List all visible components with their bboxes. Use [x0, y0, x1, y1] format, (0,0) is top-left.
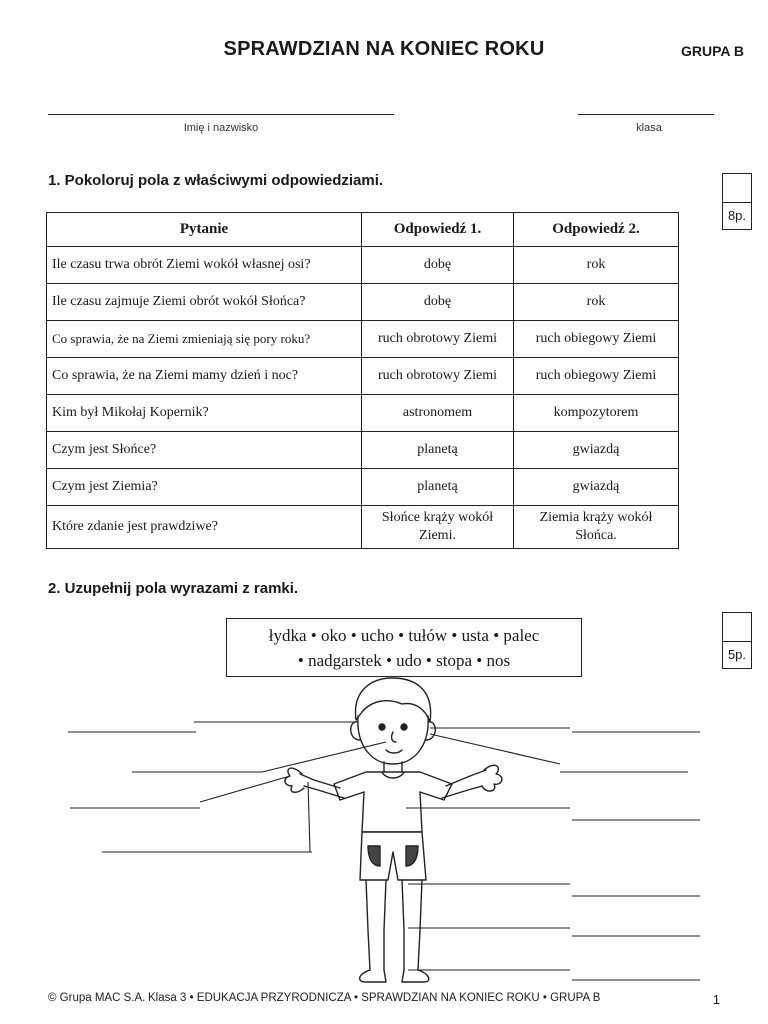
page-title: SPRAWDZIAN NA KONIEC ROKU — [223, 38, 545, 60]
answer-1-cell[interactable]: astronomem — [362, 395, 514, 432]
answer-1-cell[interactable]: dobę — [362, 284, 514, 321]
question-cell: Ile czasu trwa obrót Ziemi wokół własnej osi? — [47, 247, 362, 284]
pointer-line — [262, 742, 386, 772]
question-cell: Co sprawia, że na Ziemi zmieniają się pory roku? — [47, 321, 362, 358]
header-question: Pytanie — [47, 213, 362, 247]
pointer-line — [430, 734, 560, 764]
question-cell: Które zdanie jest prawdziwe? — [47, 506, 362, 549]
footer-copyright: © Grupa MAC S.A. — [48, 992, 146, 1004]
word-bank-line-1: łydka • oko • ucho • tułów • usta • palec — [268, 626, 540, 645]
answer-2-cell[interactable]: ruch obiegowy Ziemi — [514, 358, 679, 395]
task1-points: 8p. — [727, 208, 747, 223]
header-answer-2: Odpowiedź 2. — [514, 213, 679, 247]
name-caption: Imię i nazwisko — [183, 122, 259, 134]
answer-1-cell[interactable]: dobę — [362, 247, 514, 284]
pointer-line — [308, 782, 310, 852]
question-cell: Ile czasu zajmuje Ziemi obrót wokół Słońca? — [47, 284, 362, 321]
answer-2-cell[interactable]: rok — [514, 247, 679, 284]
class-caption: klasa — [636, 122, 662, 134]
answer-1-cell[interactable]: planetą — [362, 469, 514, 506]
answer-2-cell[interactable]: ruch obiegowy Ziemi — [514, 321, 679, 358]
question-cell: Czym jest Ziemia? — [47, 469, 362, 506]
answer-2-cell[interactable]: Ziemia krąży wokół Słońca. — [514, 506, 679, 549]
header-answer-1: Odpowiedź 1. — [362, 213, 514, 247]
question-cell: Kim był Mikołaj Kopernik? — [47, 395, 362, 432]
answer-2-cell[interactable]: kompozytorem — [514, 395, 679, 432]
answer-1-cell[interactable]: ruch obrotowy Ziemi — [362, 321, 514, 358]
word-bank-line-2: • nadgarstek • udo • stopa • nos — [297, 651, 511, 670]
group-label: GRUPA B — [681, 43, 744, 59]
answer-1-cell[interactable]: planetą — [362, 432, 514, 469]
answer-2-cell[interactable]: gwiazdą — [514, 469, 679, 506]
page-number: 1 — [712, 992, 720, 1007]
task2-title: 2. Uzupełnij pola wyrazami z ramki. — [48, 580, 299, 597]
task2-points: 5p. — [727, 647, 747, 662]
answer-1-cell[interactable]: Słońce krąży wokół Ziemi. — [362, 506, 514, 549]
question-cell: Czym jest Słońce? — [47, 432, 362, 469]
child-figure — [285, 678, 502, 982]
question-cell: Co sprawia, że na Ziemi mamy dzień i noc? — [47, 358, 362, 395]
pointer-line — [200, 776, 290, 802]
task1-title: 1. Pokoloruj pola z właściwymi odpowiedziami. — [48, 172, 384, 189]
answer-2-cell[interactable]: rok — [514, 284, 679, 321]
answer-1-cell[interactable]: ruch obrotowy Ziemi — [362, 358, 514, 395]
answer-2-cell[interactable]: gwiazdą — [514, 432, 679, 469]
footer-course: Klasa 3 • EDUKACJA PRZYRODNICZA • SPRAWDZIAN NA KONIEC ROKU • GRUPA B — [148, 992, 601, 1004]
